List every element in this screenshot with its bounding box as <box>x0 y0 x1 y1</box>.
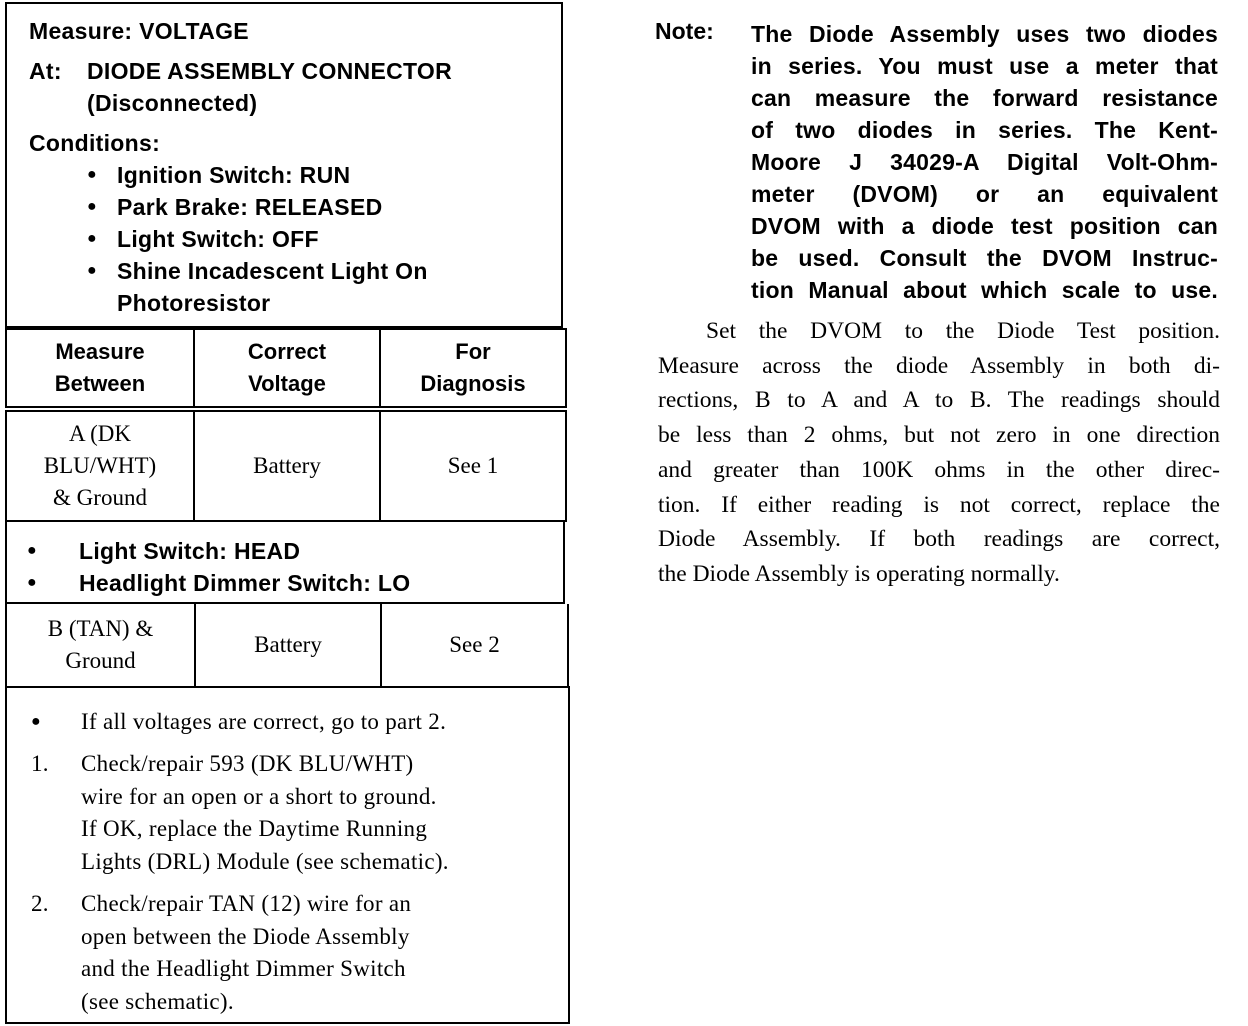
condition-item-continued: Photoresistor <box>117 290 271 316</box>
condition-item: ● Ignition Switch: RUN <box>87 159 428 191</box>
table-header <box>5 328 567 408</box>
condition-item: ● Park Brake: RELEASED <box>87 191 428 223</box>
measure-title: Measure: VOLTAGE <box>29 18 249 44</box>
note-text: The Diode Assembly uses two diodes in series. You must use a meter that can measure the forward resistance of two diodes in series. The Kent- Moore J 34029-A Digital Volt-Ohm- meter (DVOM) or an equivalent DVOM with a diode test position can be used. Consult the DVOM Instruc- tion Manual about which scale to use. <box>751 21 1218 303</box>
row2-between: B (TAN) & Ground <box>6 604 195 687</box>
diagnosis-box: ● If all voltages are correct, go to part 2. 1. Check/repair 593 (DK BLU/WHT) wire for an open or a short to ground. If OK, replace the Daytime Running Lights (DRL) Module (see schematic). 2. Check/repair TAN (12) wire for an open between the Diode Assembly and the Headlight Dimmer Switch (see schematic). <box>5 686 570 1024</box>
row2-voltage: Battery <box>195 604 381 687</box>
conditions-list <box>87 159 428 319</box>
conditions-box <box>5 2 563 328</box>
bullet-icon: ● <box>31 713 41 730</box>
at-value: DIODE ASSEMBLY CONNECTOR <box>87 58 453 84</box>
row1-voltage: Battery <box>194 411 380 521</box>
note-label: Note: <box>655 18 714 44</box>
at-sub: (Disconnected) <box>87 90 258 116</box>
header-measure-between: Measure Between <box>6 329 194 407</box>
header-correct-voltage: Correct Voltage <box>194 329 380 407</box>
condition-item: ● Light Switch: HEAD <box>27 535 410 567</box>
condition-item: ● Headlight Dimmer Switch: LO <box>27 567 410 599</box>
additional-conditions-list <box>27 535 410 599</box>
additional-conditions-box <box>5 520 565 604</box>
condition-item: ● Light Switch: OFF <box>87 223 428 255</box>
condition-item: ● Shine Incadescent Light On <box>87 255 428 287</box>
table-row <box>5 410 567 522</box>
row1-between: A (DK BLU/WHT) & Ground <box>6 411 194 521</box>
instruction-paragraph: Set the DVOM to the Diode Test position. Measure across the diode Assembly in both di- rections, B to A and A to B. The readings should be less than 2 ohms, but not zero in one direction and greater than 100K ohms in the other direc- tion. If either reading is not correct, replace the Diode Assembly. If both readings are correct, the Diode Assembly is operating normally. <box>658 318 1220 587</box>
header-for-diagnosis: For Diagnosis <box>380 329 566 407</box>
row2-diagnosis: See 2 <box>381 604 568 687</box>
table-row <box>5 604 569 688</box>
at-label: At: <box>29 58 62 84</box>
conditions-label: Conditions: <box>29 130 161 156</box>
step-number: 1. <box>31 751 49 776</box>
row1-diagnosis: See 1 <box>380 411 566 521</box>
step-number: 2. <box>31 891 49 916</box>
